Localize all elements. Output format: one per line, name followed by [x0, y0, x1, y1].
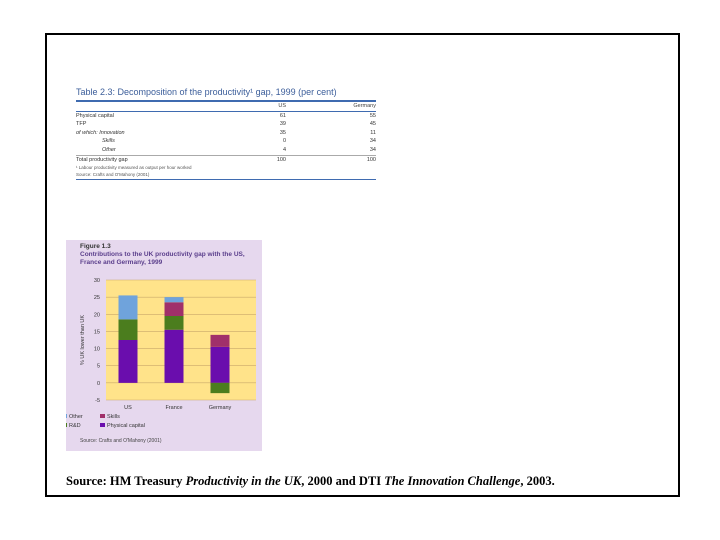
table-grid [76, 102, 376, 164]
table-row [76, 155, 376, 164]
table-row [76, 146, 376, 155]
productivity-table [76, 87, 376, 201]
legend-swatch [100, 414, 105, 418]
bar-other [119, 295, 138, 319]
productivity-figure [66, 240, 262, 451]
bar-physical-capital [119, 340, 138, 383]
table-col-germany: Germany [286, 102, 376, 111]
legend-swatch [66, 414, 67, 418]
table-col-us: US [226, 102, 286, 111]
y-tick-label: 5 [96, 363, 100, 370]
legend-swatch [66, 423, 67, 427]
table-row [76, 129, 376, 138]
table-cell-us: 0 [282, 138, 286, 145]
figure-title: Contributions to the UK productivity gap with the US, France and Germany, 1999 [80, 251, 245, 266]
caption-title-2: The Innovation Challenge [384, 474, 521, 488]
figure-label: Figure 1.3 [80, 243, 111, 250]
table-cell-us: 61 [279, 112, 286, 119]
bar-r-d [119, 319, 138, 340]
legend-label: R&D [69, 423, 81, 429]
table-cell-us: 39 [279, 121, 286, 128]
table-cell-us: 4 [282, 146, 286, 153]
table-row-label: TFP [76, 121, 87, 128]
table-row [76, 137, 376, 146]
y-axis-label: % UK lower than UK [80, 314, 86, 366]
y-tick-label: 20 [93, 312, 100, 319]
y-tick-label: 15 [93, 329, 100, 336]
table-source: Source: Crafts and O'Mahony (2001) [76, 172, 150, 178]
y-tick-label: 10 [93, 346, 100, 353]
legend-label: Other [69, 414, 83, 420]
table-row [76, 120, 376, 129]
bar-physical-capital [211, 347, 230, 383]
table-title: Table 2.3: Decomposition of the productivity¹ gap, 1999 (per cent) [76, 87, 376, 102]
slide-source-caption [66, 474, 555, 489]
y-tick-label: 0 [96, 380, 100, 387]
table-cell-us: 100 [226, 155, 286, 164]
x-category-label: France [165, 405, 183, 411]
table-row-label: Physical capital [76, 112, 114, 119]
y-tick-label: 30 [93, 278, 100, 284]
bar-other [165, 297, 184, 302]
bar-r-d [211, 383, 230, 393]
legend-label: Skills [107, 414, 120, 420]
caption-suffix: , 2003. [520, 474, 555, 488]
table-cell-germany: 100 [286, 155, 376, 164]
y-tick-label: 25 [93, 295, 100, 302]
table-row-label: Other [102, 146, 116, 153]
bar-r-d [165, 316, 184, 330]
table-row-label: Skills [102, 138, 115, 145]
caption-middle: , 2000 and DTI [301, 474, 385, 488]
figure-source: Source: Crafts and O'Mahony (2001) [80, 438, 162, 444]
bar-skills [165, 302, 184, 316]
x-category-label: Germany [208, 405, 232, 411]
caption-prefix: Source: HM Treasury [66, 474, 186, 488]
table-row-label: of which: Innovation [76, 129, 125, 136]
legend-swatch [100, 423, 105, 427]
table-note: ¹ Labour productivity measured as output per hour worked [76, 165, 192, 171]
bar-physical-capital [165, 330, 184, 383]
table-cell-us: 35 [279, 129, 286, 136]
stacked-bar-chart [66, 240, 262, 451]
table-row-label: Total productivity gap [76, 155, 226, 164]
table-cell-germany: 45 [369, 121, 376, 128]
table-cell-germany: 34 [369, 138, 376, 145]
caption-title-1: Productivity in the UK [185, 474, 302, 488]
table-cell-germany: 11 [370, 129, 376, 136]
table-row [76, 111, 376, 120]
legend-label: Physical capital [107, 423, 145, 429]
bar-skills [211, 335, 230, 347]
y-tick-label: -5 [95, 398, 100, 404]
x-category-label: US [124, 405, 132, 411]
table-cell-germany: 55 [369, 112, 376, 119]
table-cell-germany: 34 [369, 146, 376, 153]
